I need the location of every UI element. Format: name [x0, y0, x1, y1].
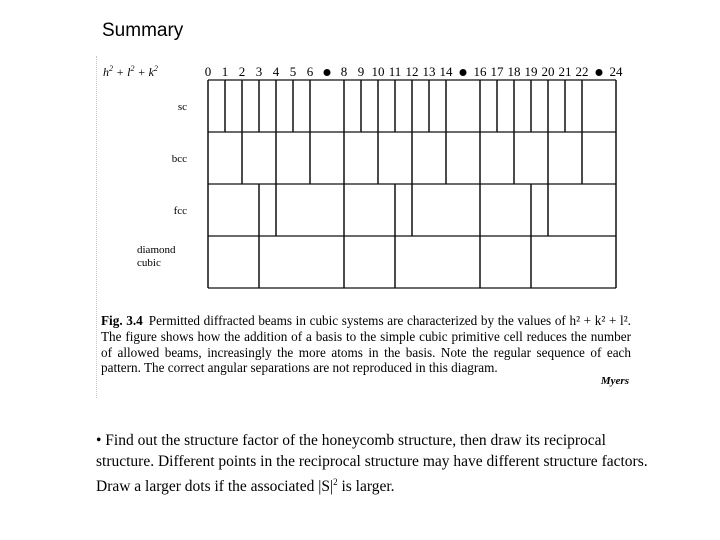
header-index: 8 [340, 64, 348, 79]
header-index: 24 [609, 64, 623, 79]
caption-text: Permitted diffracted beams in cubic systems are characterized by the values of h² + k² + l². The figure shows how the addition of a basis to the simple cubic primitive cell reduces the number of allowed beams, increasingly the more atoms in the basis. Note the regular sequence of each pattern. The correct angular separations are not reproduced in this diagram. [101, 313, 631, 376]
slide-title: Summary [102, 20, 184, 41]
header-index: 17 [490, 64, 504, 79]
header-index: 22 [575, 64, 589, 79]
header-index: 5 [289, 64, 297, 79]
header-index: 18 [507, 64, 521, 79]
header-index: 21 [558, 64, 572, 79]
header-index: 11 [388, 64, 402, 79]
header-index: 12 [405, 64, 419, 79]
header-label: $h^2 + l^2 + k^2$ [103, 64, 158, 79]
header-index: 20 [541, 64, 555, 79]
figure-number: Fig. 3.4 [101, 313, 143, 328]
header-index: 3 [255, 64, 263, 79]
diffraction-grid [97, 56, 637, 306]
row-label-bcc: bcc [171, 153, 187, 165]
header-index: 19 [524, 64, 538, 79]
header-index: 16 [473, 64, 487, 79]
figure [96, 56, 637, 398]
header-index: 13 [422, 64, 436, 79]
header-index: 14 [439, 64, 453, 79]
header-index: 10 [371, 64, 385, 79]
header-index: 9 [357, 64, 365, 79]
header-index: 2 [238, 64, 246, 79]
header-index: 6 [306, 64, 314, 79]
figure-caption [101, 313, 631, 376]
figure-credit: Myers [600, 375, 629, 387]
row-label-sc: sc [177, 101, 187, 113]
header-index: 0 [204, 64, 212, 79]
header-index: 1 [221, 64, 229, 79]
row-label-fcc: fcc [173, 205, 187, 217]
row-label-diamond: diamond cubic [137, 244, 176, 269]
header-index: 4 [272, 64, 280, 79]
task-text: • Find out the structure factor of the honeycomb structure, then draw its reciprocal structure. Different points in the reciprocal structure may have different structure factors. Draw a larger dots if the associated $|S|^2$ is larger. [96, 432, 648, 496]
